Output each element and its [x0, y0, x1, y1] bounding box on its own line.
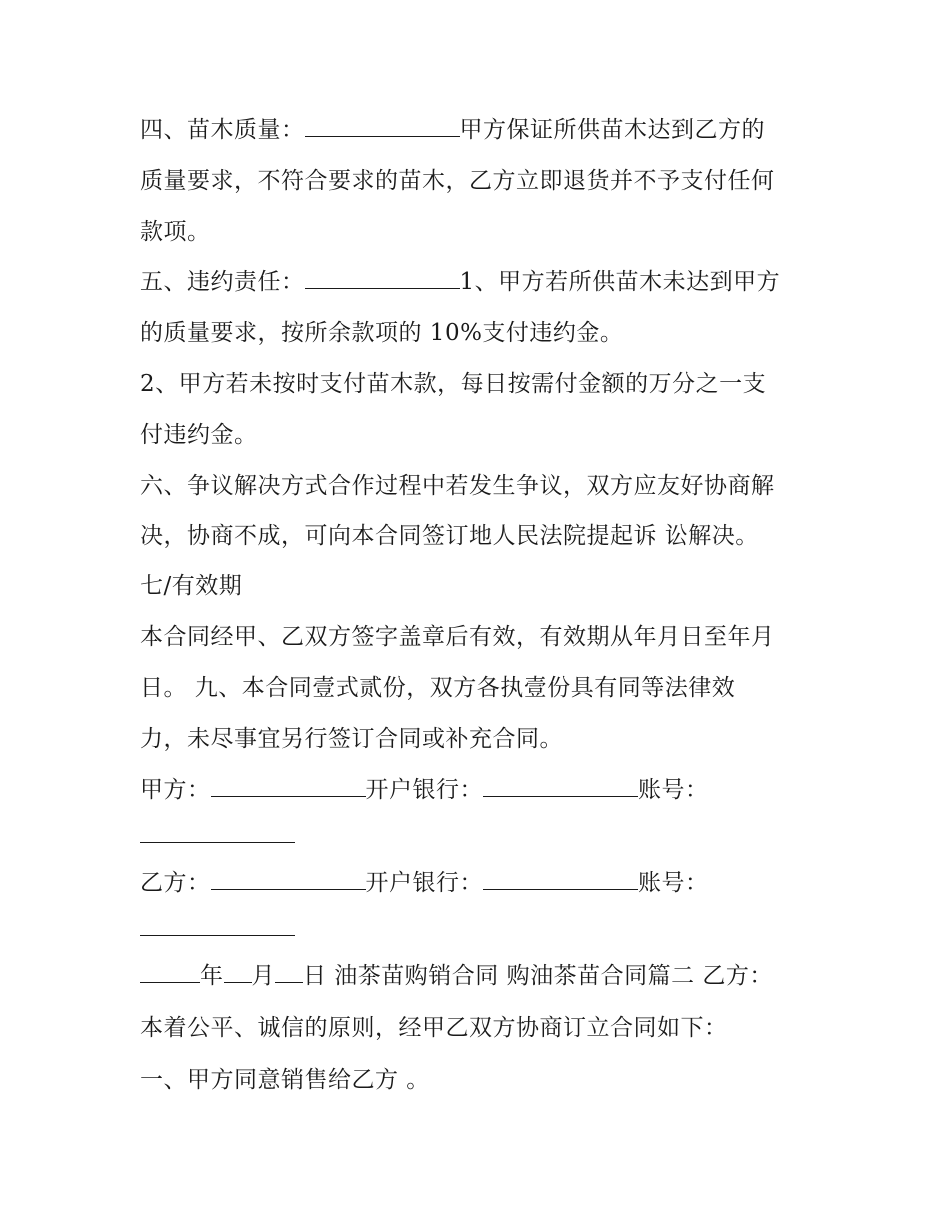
section6-line2: 决，协商不成，可向本合同签订地人民法院提起诉 讼解决。 [140, 523, 759, 549]
year-blank [140, 960, 200, 983]
section7-line2: 日。 九、本合同壹式贰份，双方各执壹份具有同等法律效 [140, 675, 736, 701]
party-a-bank-blank [483, 774, 638, 797]
section4-line2: 质量要求，不符合要求的苗木，乙方立即退货并不予支付任何 [140, 168, 775, 194]
section5-label: 五、违约责任： [140, 269, 305, 295]
section5-line4: 付违约金。 [140, 422, 258, 448]
section7-line3: 力，未尽事宜另行签订合同或补充合同。 [140, 726, 563, 752]
party-b-bank-label: 开户银行： [365, 870, 483, 896]
party-b-name-blank [211, 867, 366, 890]
day-and-title: 日 油茶苗购销合同 购油茶苗合同篇二 乙方： [303, 963, 773, 989]
party-b-account-label: 账号： [638, 870, 709, 896]
section5-line2: 的质量要求，按所余款项的 10%支付违约金。 [140, 320, 624, 346]
party-a-name-blank [211, 774, 366, 797]
party-a-account-line [140, 820, 295, 852]
section4-text: 甲方保证所供苗木达到乙方的 [459, 117, 765, 143]
party-b-bank-blank [483, 867, 638, 890]
section4-label: 四、苗木质量： [140, 117, 305, 143]
month-label: 月 [251, 963, 275, 989]
party-b-line [140, 867, 709, 899]
section5-line3: 2、甲方若未按时支付苗木款，每日按需付金额的万分之一支 [140, 371, 767, 397]
party-a-bank-label: 开户银行： [365, 777, 483, 803]
day-blank [275, 960, 303, 983]
party-b-label: 乙方： [140, 870, 211, 896]
intro-line: 本着公平、诚信的原则，经甲乙双方协商订立合同如下： [140, 1015, 728, 1041]
section7-heading: 七/有效期 [140, 573, 243, 599]
quality-blank [305, 114, 460, 137]
section4-line3: 款项。 [140, 219, 211, 245]
party-b-account-line [140, 913, 295, 945]
section7-line1: 本合同经甲、乙双方签字盖章后有效，有效期从年月日至年月 [140, 624, 775, 650]
section4-line1 [140, 114, 765, 146]
date-line [140, 960, 773, 992]
liability-blank [305, 266, 460, 289]
year-label: 年 [200, 963, 224, 989]
section5-text: 1、甲方若所供苗木未达到甲方 [459, 269, 781, 295]
party-a-line [140, 774, 709, 806]
month-blank [224, 960, 252, 983]
party-a-account-label: 账号： [638, 777, 709, 803]
party-b-account-blank [140, 913, 295, 936]
party-a-label: 甲方： [140, 777, 211, 803]
party-a-account-blank [140, 820, 295, 843]
section6-line1: 六、争议解决方式合作过程中若发生争议，双方应友好协商解 [140, 473, 775, 499]
section5-line1 [140, 266, 780, 298]
clause1-line: 一、甲方同意销售给乙方 。 [140, 1067, 430, 1093]
